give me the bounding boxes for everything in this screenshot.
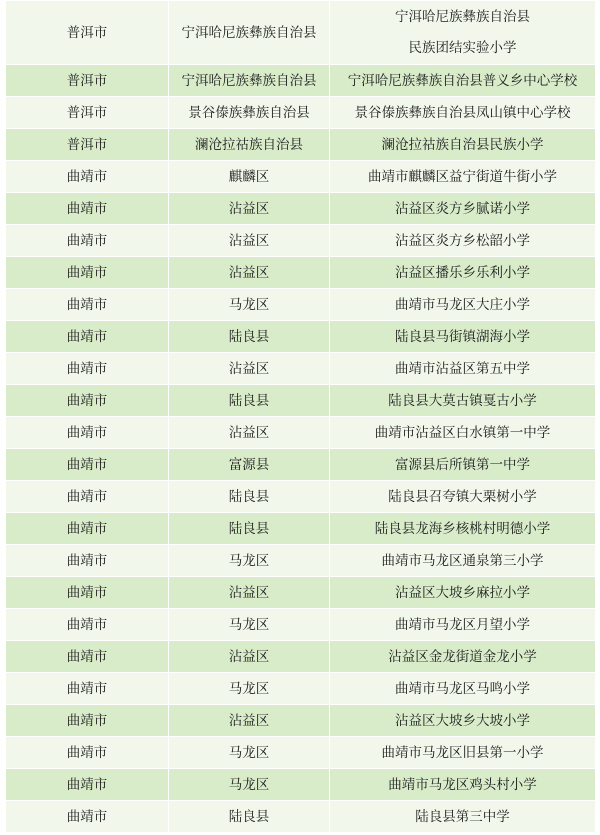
school-cell: 陆良县龙海乡核桃村明德小学 [330,513,596,545]
school-cell: 沾益区炎方乡腻诺小学 [330,193,596,225]
county-cell: 陆良县 [169,385,330,417]
school-cell: 曲靖市沾益区白水镇第一中学 [330,417,596,449]
table-row [6,449,596,481]
school-cell: 曲靖市马龙区大庄小学 [330,289,596,321]
city-cell: 曲靖市 [6,737,169,769]
county-cell: 马龙区 [169,769,330,801]
county-cell: 陆良县 [169,481,330,513]
county-cell: 沾益区 [169,641,330,673]
county-cell: 马龙区 [169,545,330,577]
table-row [6,257,596,289]
school-cell: 沾益区播乐乡乐利小学 [330,257,596,289]
table-row [6,161,596,193]
city-cell: 曲靖市 [6,481,169,513]
county-cell: 澜沧拉祜族自治县 [169,129,330,161]
county-cell: 景谷傣族彝族自治县 [169,97,330,129]
school-cell: 曲靖市沾益区第五中学 [330,353,596,385]
table-row [6,289,596,321]
city-cell: 曲靖市 [6,577,169,609]
table-row [6,65,596,97]
county-cell: 麒麟区 [169,161,330,193]
table-row [6,513,596,545]
table-row [6,577,596,609]
table-row [6,417,596,449]
city-cell: 曲靖市 [6,257,169,289]
school-cell: 沾益区大坡乡麻拉小学 [330,577,596,609]
county-cell: 沾益区 [169,417,330,449]
county-cell: 富源县 [169,449,330,481]
school-cell: 曲靖市马龙区通泉第三小学 [330,545,596,577]
school-cell: 富源县后所镇第一中学 [330,449,596,481]
table-row [6,801,596,833]
county-cell: 沾益区 [169,193,330,225]
city-cell: 普洱市 [6,129,169,161]
school-cell: 沾益区炎方乡松韶小学 [330,225,596,257]
school-cell: 澜沧拉祜族自治县民族小学 [330,129,596,161]
county-cell: 宁洱哈尼族彝族自治县 [169,65,330,97]
school-cell: 宁洱哈尼族彝族自治县普义乡中心学校 [330,65,596,97]
school-cell: 陆良县大莫古镇戛古小学 [330,385,596,417]
city-cell: 曲靖市 [6,353,169,385]
county-cell: 沾益区 [169,257,330,289]
school-cell: 曲靖市马龙区鸡头村小学 [330,769,596,801]
school-cell: 陆良县第三中学 [330,801,596,833]
table-row [6,481,596,513]
city-cell: 曲靖市 [6,225,169,257]
county-cell: 马龙区 [169,609,330,641]
table-body [6,1,596,833]
city-cell: 曲靖市 [6,769,169,801]
school-cell: 陆良县马街镇湖海小学 [330,321,596,353]
city-cell: 曲靖市 [6,417,169,449]
county-cell: 马龙区 [169,673,330,705]
school-cell: 曲靖市马龙区马鸣小学 [330,673,596,705]
city-cell: 曲靖市 [6,801,169,833]
county-cell: 陆良县 [169,321,330,353]
school-cell: 沾益区大坡乡大坡小学 [330,705,596,737]
school-list-table [5,0,596,833]
table-row [6,1,596,65]
city-cell: 曲靖市 [6,641,169,673]
city-cell: 曲靖市 [6,513,169,545]
city-cell: 曲靖市 [6,385,169,417]
table-row [6,673,596,705]
county-cell: 沾益区 [169,353,330,385]
school-cell: 景谷傣族彝族自治县凤山镇中心学校 [330,97,596,129]
city-cell: 曲靖市 [6,545,169,577]
school-cell: 曲靖市马龙区旧县第一小学 [330,737,596,769]
city-cell: 普洱市 [6,97,169,129]
city-cell: 普洱市 [6,1,169,65]
city-cell: 曲靖市 [6,609,169,641]
school-cell-line: 民族团结实验小学 [408,39,517,56]
county-cell: 陆良县 [169,801,330,833]
school-list-table-container [5,0,595,833]
city-cell: 曲靖市 [6,673,169,705]
city-cell: 普洱市 [6,65,169,97]
table-row [6,385,596,417]
table-row [6,641,596,673]
table-row [6,769,596,801]
school-cell: 曲靖市马龙区月望小学 [330,609,596,641]
school-cell: 沾益区金龙街道金龙小学 [330,641,596,673]
county-cell: 沾益区 [169,705,330,737]
city-cell: 曲靖市 [6,705,169,737]
county-cell: 沾益区 [169,225,330,257]
table-row [6,737,596,769]
table-row [6,193,596,225]
school-cell: 曲靖市麒麟区益宁街道牛街小学 [330,161,596,193]
school-cell [330,1,596,65]
table-row [6,705,596,737]
county-cell: 马龙区 [169,737,330,769]
county-cell: 沾益区 [169,577,330,609]
table-row [6,225,596,257]
city-cell: 曲靖市 [6,161,169,193]
city-cell: 曲靖市 [6,449,169,481]
city-cell: 曲靖市 [6,193,169,225]
school-cell: 陆良县召夸镇大栗树小学 [330,481,596,513]
table-row [6,609,596,641]
city-cell: 曲靖市 [6,289,169,321]
table-row [6,545,596,577]
city-cell: 曲靖市 [6,321,169,353]
table-row [6,129,596,161]
table-row [6,321,596,353]
county-cell: 马龙区 [169,289,330,321]
school-cell-line: 宁洱哈尼族彝族自治县 [395,8,530,25]
table-row [6,353,596,385]
table-row [6,97,596,129]
county-cell: 宁洱哈尼族彝族自治县 [169,1,330,65]
county-cell: 陆良县 [169,513,330,545]
